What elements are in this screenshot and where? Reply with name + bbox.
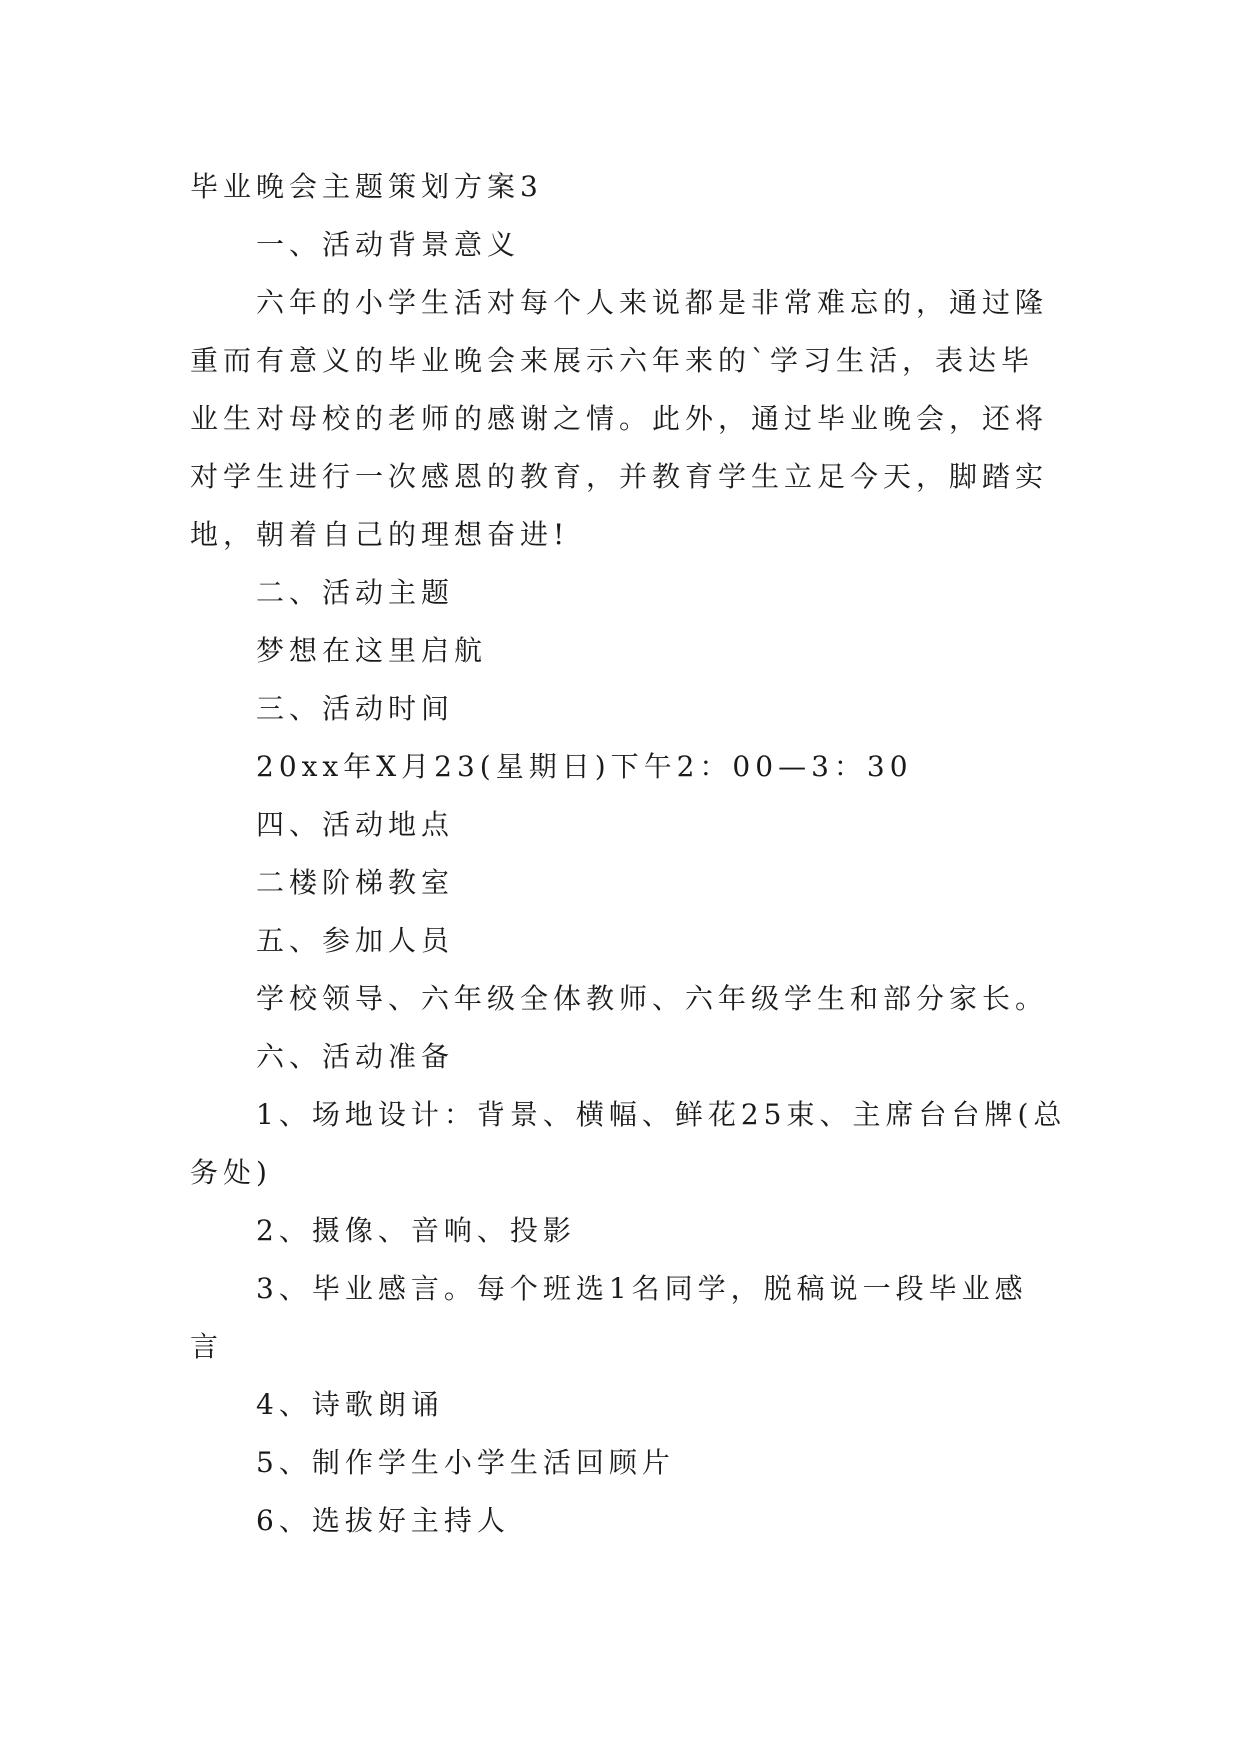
section-heading: 三、活动时间 (256, 692, 455, 725)
section-heading: 五、参加人员 (256, 924, 455, 957)
section-heading: 一、活动背景意义 (256, 228, 521, 261)
paragraph-line: 业生对母校的老师的感谢之情。此外，通过毕业晚会，还将 (190, 402, 1049, 435)
document-body (190, 158, 1067, 1550)
paragraph-line: 六年的小学生活对每个人来说都是非常难忘的，通过隆 (256, 286, 1049, 319)
paragraph-line: 对学生进行一次感恩的教育，并教育学生立足今天，脚踏实 (190, 460, 1049, 493)
list-item: 6、选拔好主持人 (256, 1504, 510, 1537)
list-item: 1、场地设计：背景、横幅、鲜花25束、主席台台牌(总 (256, 1098, 1067, 1131)
list-item: 5、制作学生小学生活回顾片 (256, 1446, 675, 1479)
paragraph-line: 梦想在这里启航 (256, 634, 488, 667)
list-item: 2、摄像、音响、投影 (256, 1214, 576, 1247)
list-item: 4、诗歌朗诵 (256, 1388, 444, 1421)
paragraph-line: 学校领导、六年级全体教师、六年级学生和部分家长。 (256, 982, 1049, 1015)
section-heading: 六、活动准备 (256, 1040, 455, 1073)
paragraph-line: 地，朝着自己的理想奋进! (190, 518, 570, 551)
document-title: 毕业晚会主题策划方案3 (190, 170, 543, 203)
paragraph-line: 20xx年X月23(星期日)下午2：00—3：30 (256, 750, 913, 783)
list-item-continuation: 务处) (190, 1156, 272, 1189)
section-heading: 二、活动主题 (256, 576, 455, 609)
list-item-continuation: 言 (190, 1330, 224, 1363)
list-item: 3、毕业感言。每个班选1名同学，脱稿说一段毕业感 (256, 1272, 1028, 1305)
paragraph-line: 重而有意义的毕业晚会来展示六年来的`学习生活，表达毕 (190, 344, 1035, 377)
section-heading: 四、活动地点 (256, 808, 455, 841)
paragraph-line: 二楼阶梯教室 (256, 866, 455, 899)
